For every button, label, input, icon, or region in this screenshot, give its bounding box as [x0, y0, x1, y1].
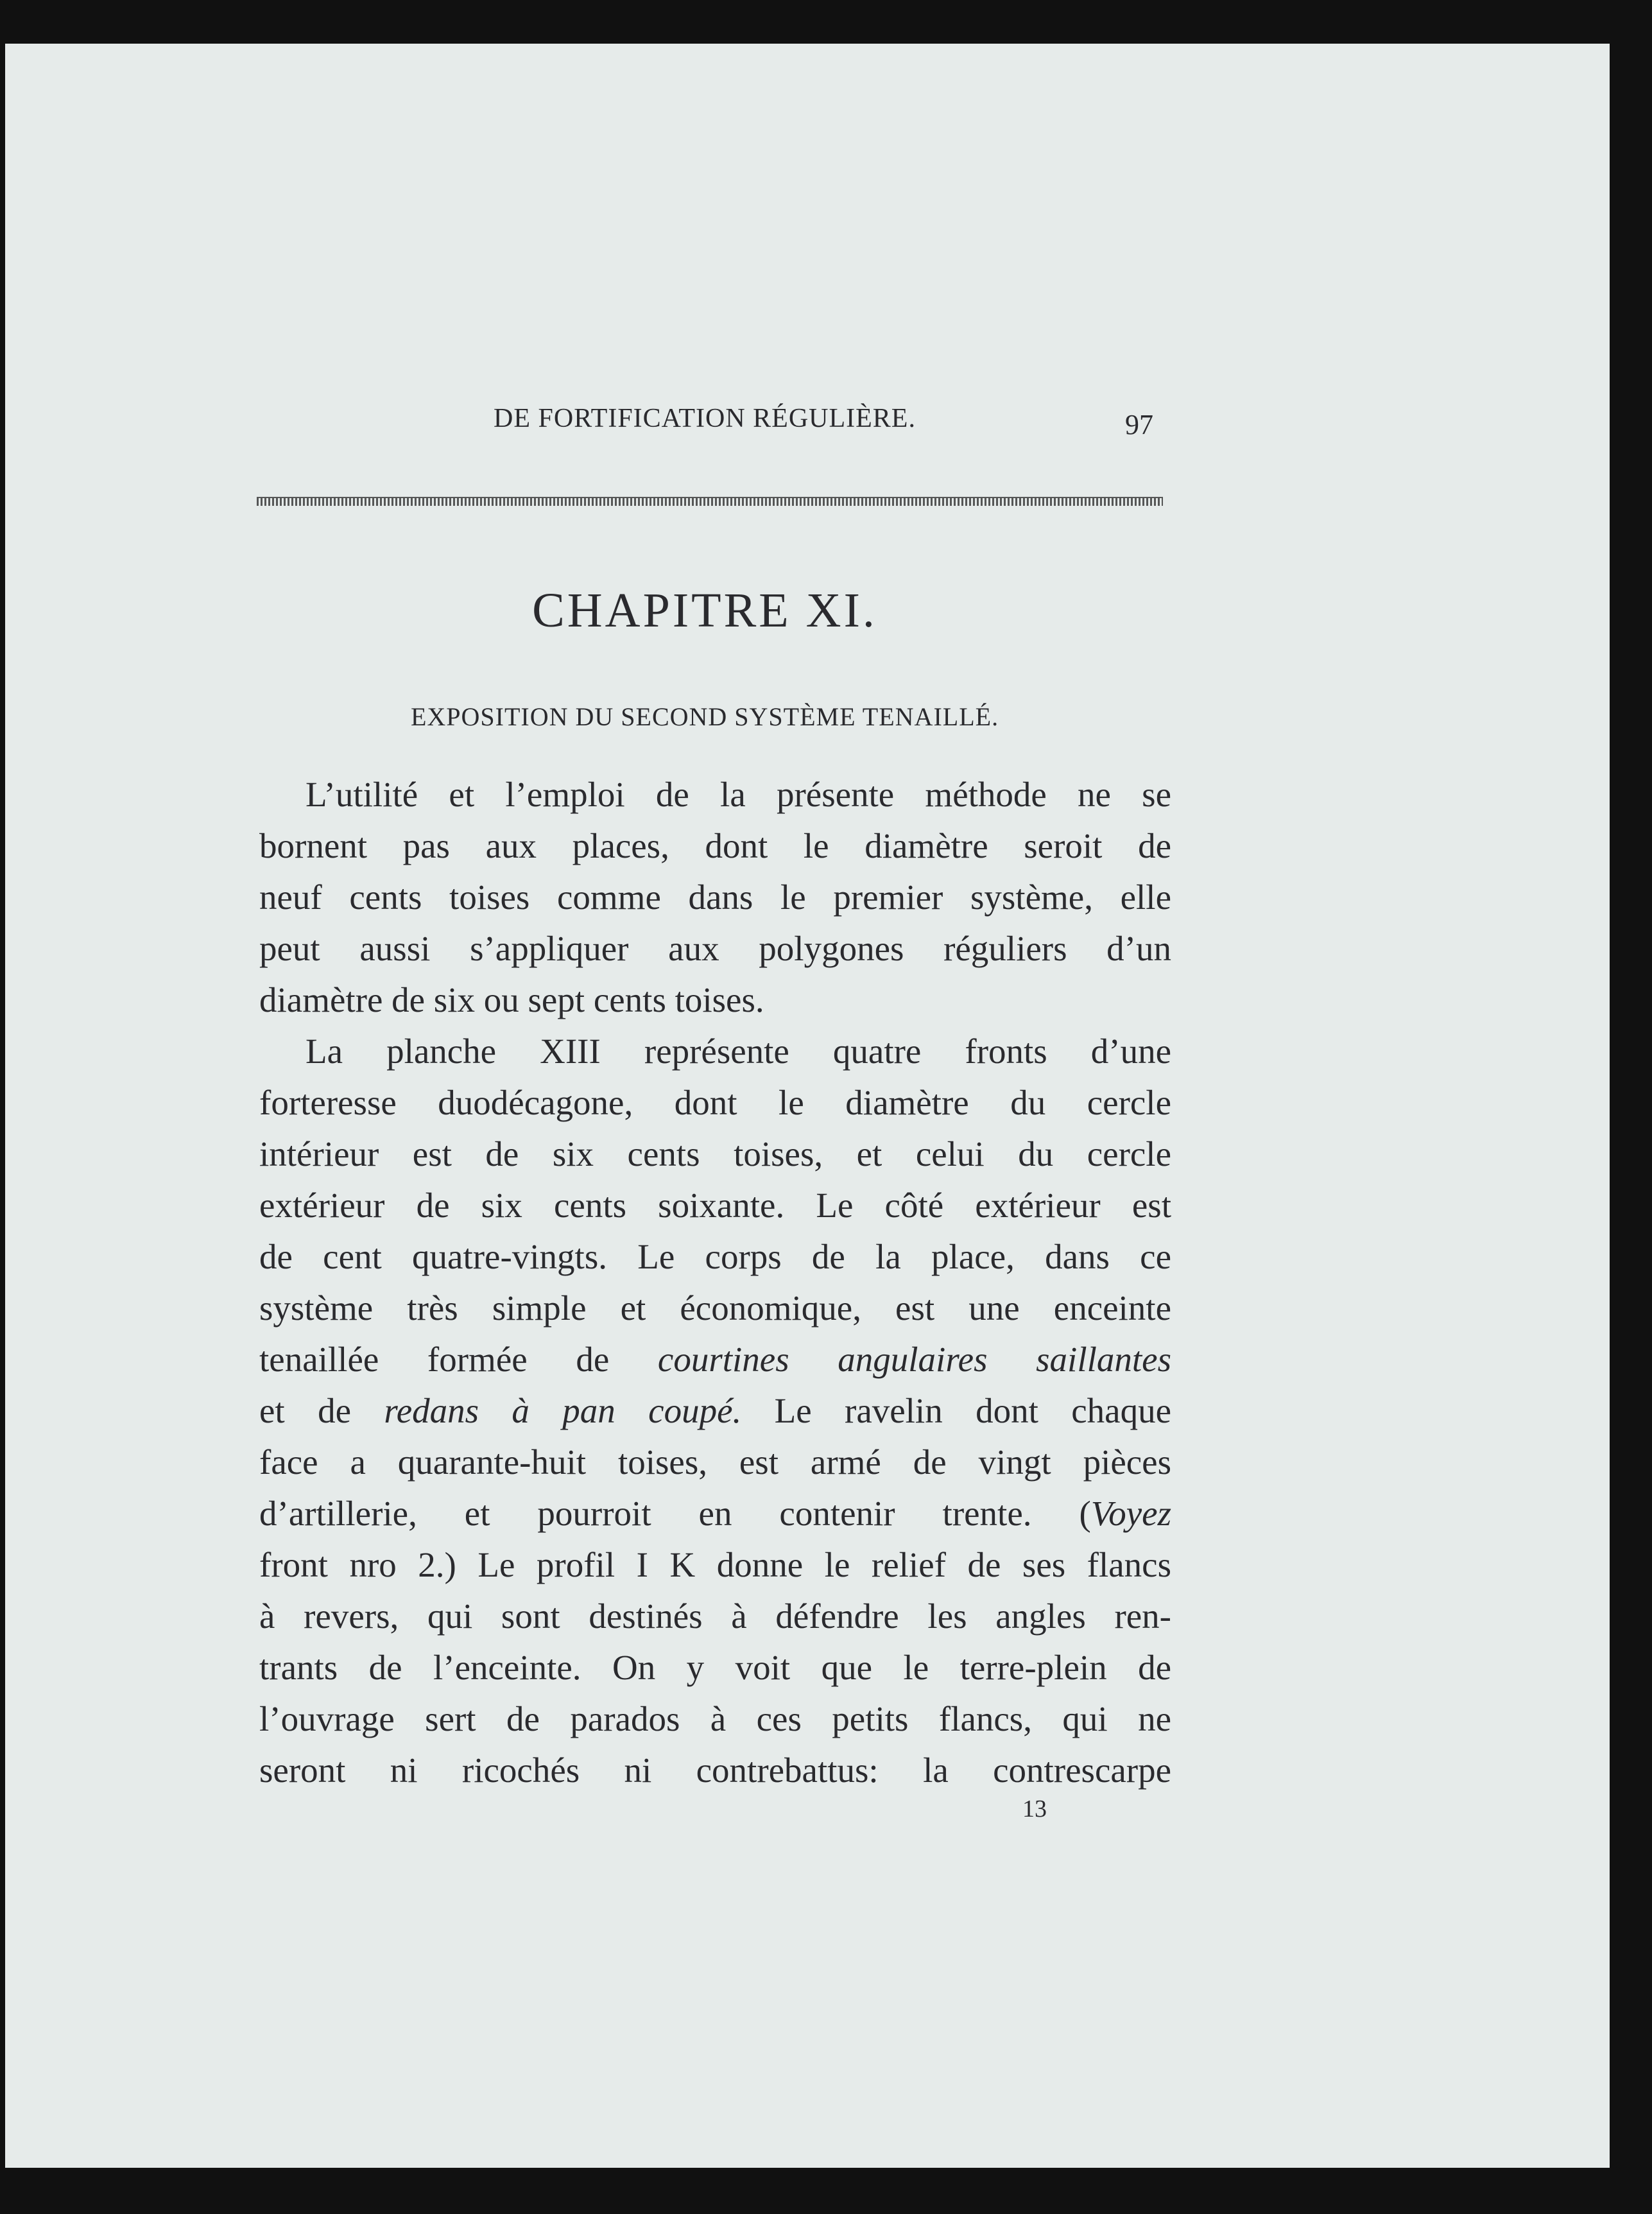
text-segment: à revers, qui sont destinés à défendre les angles ren- — [259, 1596, 1171, 1636]
text-line — [259, 1077, 1171, 1129]
text-segment: trants de l’enceinte. On y voit que le terre-plein de — [259, 1648, 1171, 1687]
text-segment: extérieur de six cents soixante. Le côté extérieur est — [259, 1186, 1171, 1225]
text-segment: de cent quatre-vingts. Le corps de la place, dans ce — [259, 1237, 1171, 1276]
text-segment: tenaillée formée de — [259, 1340, 658, 1379]
text-line — [259, 1334, 1171, 1385]
text-line — [259, 1693, 1171, 1745]
text-line — [259, 820, 1171, 872]
text-line — [259, 1488, 1171, 1539]
text-line — [259, 872, 1171, 923]
text-line — [259, 1231, 1171, 1283]
text-line — [259, 1283, 1171, 1334]
text-line — [259, 1437, 1171, 1488]
text-segment: peut aussi s’appliquer aux polygones réguliers d’un — [259, 929, 1171, 968]
text-segment: diamètre de six ou sept cents toises. — [259, 980, 764, 1019]
text-line — [259, 769, 1171, 820]
text-segment: neuf cents toises comme dans le premier système, elle — [259, 878, 1171, 917]
text-segment: d’artillerie, et pourroit en contenir trente. ( — [259, 1494, 1091, 1533]
text-line — [259, 1745, 1171, 1796]
chapter-subtitle: EXPOSITION DU SECOND SYSTÈME TENAILLÉ. — [410, 702, 999, 731]
text-line — [259, 1180, 1171, 1231]
text-segment: bornent pas aux places, dont le diamètre seroit de — [259, 826, 1171, 865]
text-line — [259, 1591, 1171, 1642]
text-line — [259, 1642, 1171, 1693]
chapter-title: CHAPITRE XI. — [532, 584, 877, 637]
page-number: 97 — [1125, 409, 1153, 440]
signature-mark: 13 — [1022, 1795, 1047, 1822]
book-page — [5, 44, 1610, 2168]
italic-text: Voyez — [1090, 1494, 1171, 1533]
text-segment: seront ni ricochés ni contrebattus: la contrescarpe — [259, 1751, 1171, 1790]
text-segment: face a quarante-huit toises, est armé de vingt pièces — [259, 1442, 1171, 1482]
text-line — [259, 974, 1171, 1026]
text-line — [259, 1539, 1171, 1591]
text-segment: l’ouvrage sert de parados à ces petits flancs, qui ne — [259, 1699, 1171, 1738]
text-line — [259, 1026, 1171, 1077]
text-segment: forteresse duodécagone, dont le diamètre du cercle — [259, 1083, 1171, 1122]
text-segment: intérieur est de six cents toises, et celui du cercle — [259, 1134, 1171, 1173]
text-line — [259, 923, 1171, 974]
text-segment: L’utilité et l’emploi de la présente méthode ne se — [305, 775, 1171, 814]
text-segment: front nro 2.) Le profil I K donne le relief de ses flancs — [259, 1545, 1171, 1584]
text-line — [259, 1129, 1171, 1180]
ornamental-rule — [257, 497, 1163, 506]
text-segment: et de — [259, 1391, 384, 1430]
italic-text: courtines angulaires saillantes — [657, 1340, 1171, 1379]
running-title: DE FORTIFICATION RÉGULIÈRE. — [494, 404, 916, 433]
text-segment: La planche XIII représente quatre fronts d’une — [305, 1032, 1171, 1071]
body-text — [259, 769, 1171, 1796]
text-line — [259, 1385, 1171, 1437]
text-segment: Le ravelin dont chaque — [741, 1391, 1171, 1430]
italic-text: redans à pan coupé. — [384, 1391, 742, 1430]
text-segment: système très simple et économique, est une enceinte — [259, 1288, 1171, 1328]
